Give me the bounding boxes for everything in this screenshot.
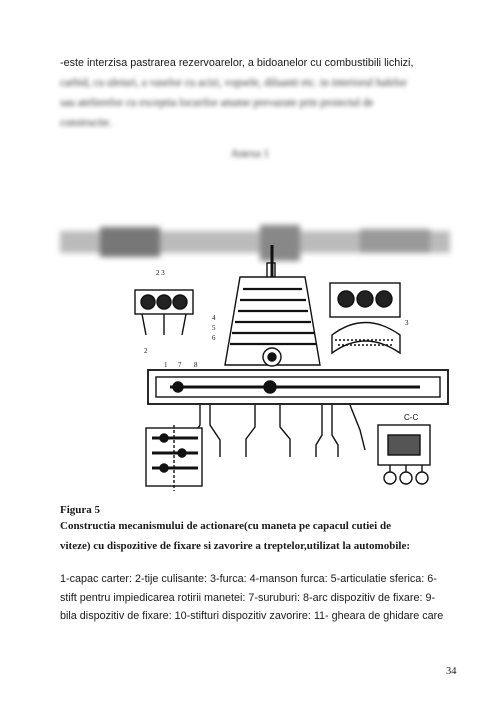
- right-guide-assembly: [330, 283, 409, 353]
- svg-text:8: 8: [194, 361, 198, 369]
- body-text-line-blurred: carbid, cu uleiuri, a vaselor cu acizi, vopsele, diluanti etc. in interiorul halelor: [60, 77, 407, 89]
- svg-text:5: 5: [212, 324, 216, 332]
- carter-cover: [148, 361, 448, 404]
- page-number: 34: [446, 666, 457, 677]
- svg-text:2: 2: [144, 347, 148, 355]
- figure-caption-line: viteze) cu dispozitive de fixare si zavorire a treptelor,utilizat la automobile:: [60, 540, 410, 552]
- figure-caption-line: Constructia mecanismului de actionare(cu maneta pe capacul cutiei de: [60, 520, 391, 532]
- central-lever-housing: [212, 245, 320, 366]
- svg-text:2 3: 2 3: [156, 269, 165, 277]
- shift-forks: [190, 405, 365, 457]
- legend-line: 1-capac carter: 2-tije culisante: 3-furca: 4-manson furca: 5-articulatie sferica: 6-: [60, 573, 437, 585]
- body-text-line-blurred: constructie.: [60, 117, 112, 129]
- svg-text:3: 3: [405, 319, 409, 327]
- body-text-line-blurred: sau atelierelor cu exceptia locurilor anume prevazute prin proiectul de: [60, 97, 374, 109]
- svg-text:4: 4: [212, 314, 216, 322]
- section-c-c: [378, 425, 430, 484]
- svg-text:6: 6: [212, 334, 216, 342]
- legend-line: stift pentru impiedicarea rotirii manetei: 7-suruburi: 8-arc dispozitiv de fixare: 9-: [60, 592, 436, 604]
- section-label: C-C: [404, 413, 419, 422]
- svg-text:1: 1: [164, 361, 168, 369]
- detent-detail-left: [146, 425, 202, 491]
- left-fork-assembly: [135, 269, 193, 355]
- body-text-line: -este interzisa pastrarea rezervoarelor, a bidoanelor cu combustibili lichizi,: [60, 57, 414, 69]
- svg-text:7: 7: [178, 361, 182, 369]
- figure-label: Figura 5: [60, 504, 101, 516]
- annex-heading: Anexa 1: [230, 148, 270, 160]
- figure-drawing: [60, 225, 455, 505]
- legend-line: bila dispozitiv de fixare: 10-stifturi dispozitiv zavorire: 11- gheara de ghidare care: [60, 610, 444, 622]
